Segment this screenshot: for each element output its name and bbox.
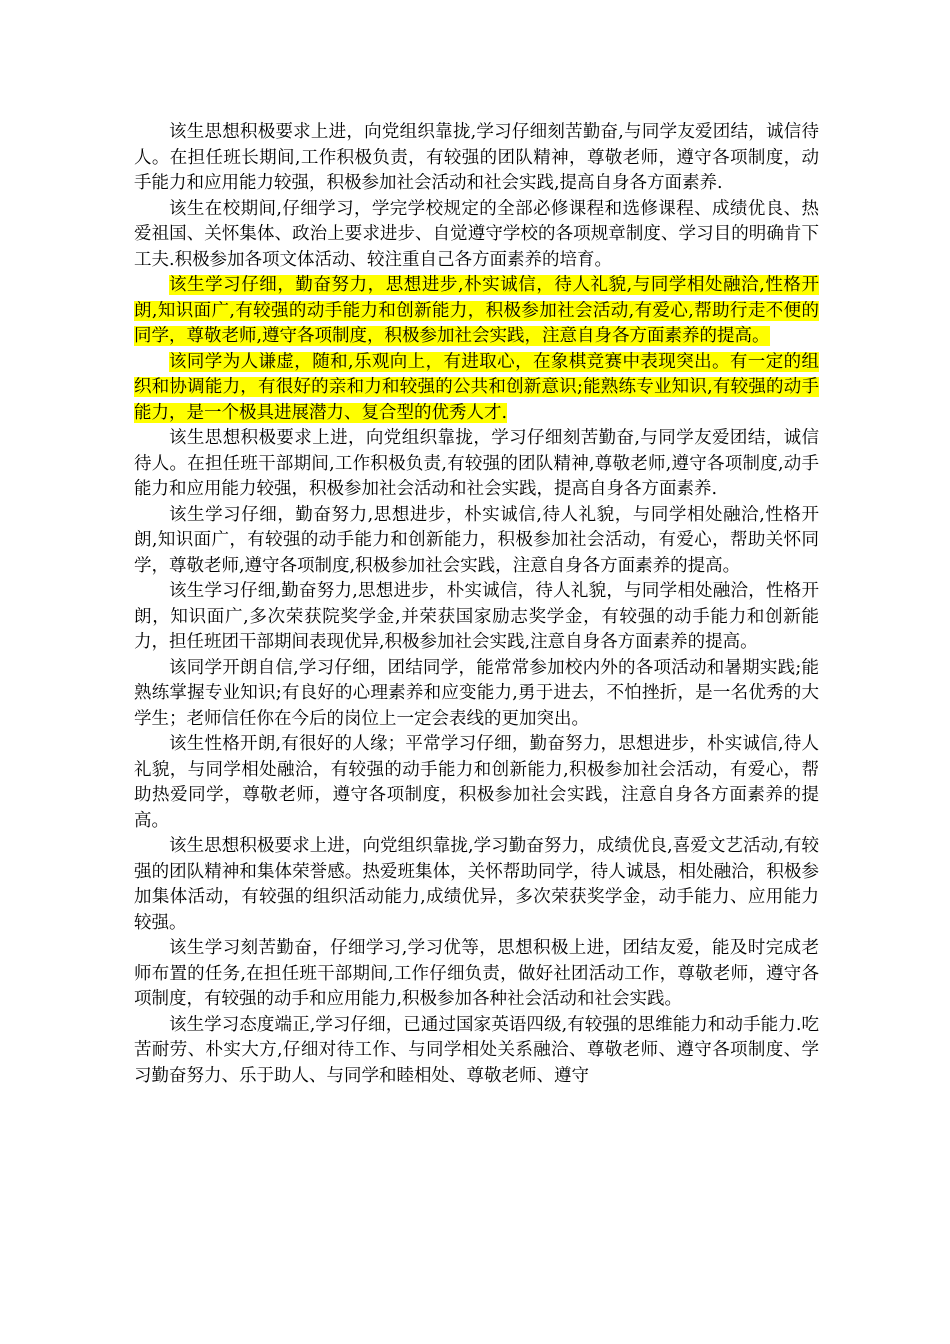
paragraph-8: [134, 656, 819, 733]
highlighted-text: 该同学为人谦虚，随和,乐观向上，有进取心，在象棋竞赛中表现突出。有一定的组织和协调能力，有很好的亲和力和较强的公共和创新意识;能熟练专业知识,有较强的动手能力，是一个极具进展潜力、复合型的优秀人才.: [134, 351, 819, 423]
paragraph-10: [134, 834, 819, 936]
paragraph-7: [134, 579, 819, 656]
paragraph-4-highlighted: [134, 350, 819, 427]
paragraph-text: 该同学开朗自信,学习仔细，团结同学，能常常参加校内外的各项活动和暑期实践;能熟练掌握专业知识;有良好的心理素养和应变能力,勇于进去，不怕挫折，是一名优秀的大学生；老师信任你在今后的岗位上一定会表线的更加突出。: [134, 657, 819, 729]
paragraph-3-highlighted: [134, 273, 819, 350]
paragraph-12: [134, 1013, 819, 1090]
paragraph-5: [134, 426, 819, 503]
paragraph-text: 该生学习仔细,勤奋努力,思想进步，朴实诚信，待人礼貌，与同学相处融洽，性格开朗，知识面广,多次荣获院奖学金,并荣获国家励志奖学金，有较强的动手能力和创新能力，担任班团干部期间表现优异,积极参加社会实践,注意自身各方面素养的提高。: [134, 581, 819, 652]
paragraph-text: 该生学习态度端正,学习仔细，已通过国家英语四级,有较强的思维能力和动手能力.吃苦耐劳、朴实大方,仔细对待工作、与同学相处关系融洽、尊敬老师、遵守各项制度、学习勤奋努力、乐于助人、与同学和睦相处、尊敬老师、遵守: [134, 1014, 819, 1086]
paragraph-11: [134, 936, 819, 1013]
paragraph-text: 该生性格开朗,有很好的人缘；平常学习仔细，勤奋努力，思想进步，朴实诚信,待人礼貌，与同学相处融洽，有较强的动手能力和创新能力,积极参加社会活动，有爱心，帮助热爱同学，尊敬老师，遵守各项制度，积极参加社会实践，注意自身各方面素养的提高。: [134, 734, 819, 831]
paragraph-text: 该生思想积极要求上进，向党组织靠拢，学习仔细刻苦勤奋,与同学友爱团结，诚信待人。在担任班干部期间,工作积极负责,有较强的团队精神,尊敬老师,遵守各项制度,动手能力和应用能力较强，积极参加社会活动和社会实践，提高自身各方面素养.: [134, 428, 819, 499]
paragraph-text: 该生学习刻苦勤奋，仔细学习,学习优等，思想积极上进，团结友爱，能及时完成老师布置的任务,在担任班干部期间,工作仔细负责，做好社团活动工作，尊敬老师，遵守各项制度，有较强的动手和应用能力,积极参加各种社会活动和社会实践。: [134, 938, 819, 1009]
paragraph-2: [134, 197, 819, 274]
paragraph-text: 该生在校期间,仔细学习，学完学校规定的全部必修课程和选修课程、成绩优良、热爱祖国、关怀集体、政治上要求进步、自觉遵守学校的各项规章制度、学习目的明确肯下工夫.积极参加各项文体活动、较注重自己各方面素养的培育。: [134, 198, 819, 270]
paragraph-1: [134, 120, 819, 197]
paragraph-text: 该生思想积极要求上进，向党组织靠拢,学习仔细刻苦勤奋,与同学友爱团结，诚信待人。在担任班长期间,工作积极负责，有较强的团队精神，尊敬老师，遵守各项制度，动手能力和应用能力较强，积极参加社会活动和社会实践,提高自身各方面素养.: [134, 122, 819, 193]
document-page: [134, 120, 819, 1089]
paragraph-9: [134, 732, 819, 834]
paragraph-text: 该生学习仔细，勤奋努力,思想进步，朴实诚信,待人礼貌，与同学相处融洽,性格开朗,知识面广，有较强的动手能力和创新能力，积极参加社会活动，有爱心，帮助关怀同学，尊敬老师,遵守各项制度,积极参加社会实践，注意自身各方面素养的提高。: [134, 504, 819, 576]
paragraph-text: 该生思想积极要求上进，向党组织靠拢,学习勤奋努力，成绩优良,喜爱文艺活动,有较强的团队精神和集体荣誉感。热爱班集体，关怀帮助同学，待人诚恳，相处融洽，积极参加集体活动，有较强的组织活动能力,成绩优异，多次荣获奖学金，动手能力、应用能力较强。: [134, 836, 819, 933]
highlighted-text: 该生学习仔细，勤奋努力，思想进步,朴实诚信，待人礼貌,与同学相处融洽,性格开朗,知识面广,有较强的动手能力和创新能力，积极参加社会活动,有爱心,帮助行走不便的同学，尊敬老师,遵守各项制度，积极参加社会实践，注意自身各方面素养的提高。: [134, 275, 819, 346]
paragraph-6: [134, 503, 819, 580]
